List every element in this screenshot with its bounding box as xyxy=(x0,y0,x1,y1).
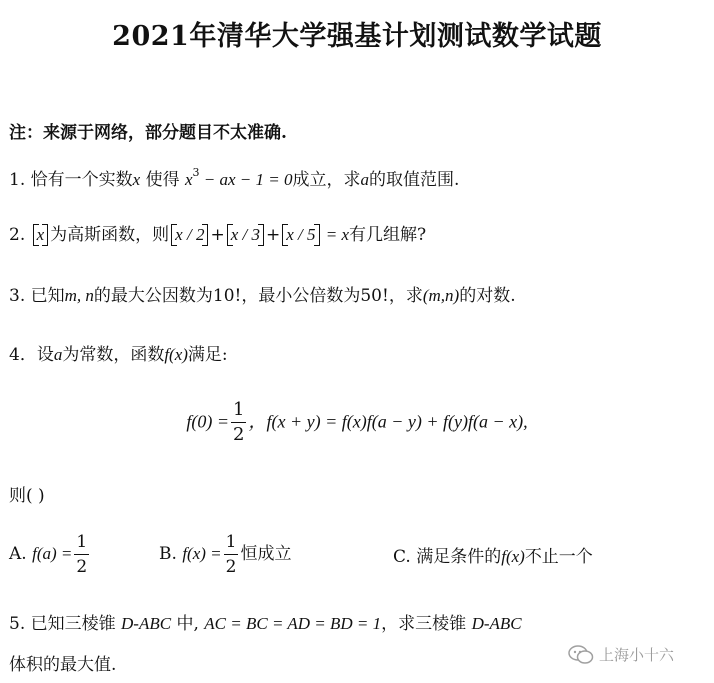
question-5-line-2: 体积的最大值. xyxy=(9,655,117,675)
gauss-bracket: x / 5 xyxy=(282,224,319,246)
gauss-bracket: x xyxy=(33,224,49,246)
watermark xyxy=(568,644,674,665)
question-4: 4．设a为常数，函数f(x)满足: xyxy=(9,345,228,365)
gauss-bracket: x / 3 xyxy=(227,224,264,246)
options-row xyxy=(9,530,593,579)
fraction-one-half: $\frac{1}{2}$ xyxy=(233,399,245,445)
gauss-bracket: x / 2 xyxy=(171,224,208,246)
fraction-one-half: $\frac{1}{2}$ xyxy=(225,532,237,577)
option-b: B. f(x) = $\frac{1}{2}$ 恒成立 xyxy=(159,532,292,577)
fraction-one-half: $\frac{1}{2}$ xyxy=(76,532,88,577)
question-5: 5. 已知三棱锥 D-ABC 中, AC = BC = AD = BD = 1，求三棱锥 D-ABC xyxy=(9,614,522,634)
option-a: A. f(a) = $\frac{1}{2}$ xyxy=(9,532,88,577)
watermark-text: 上海小十六 xyxy=(599,646,675,664)
question-3: 3. 已知m, n的最大公因数为10!，最小公倍数为50!，求(m,n)的对数. xyxy=(9,286,516,306)
option-c: C. 满足条件的f(x)不止一个 xyxy=(393,547,593,567)
question-2: 2. x 为高斯函数，则 x / 2 + x / 3 + x / 5 = x有几组解? xyxy=(9,225,427,245)
source-note: 注：来源于网络，部分题目不太准确. xyxy=(9,123,287,143)
functional-equation: f(0) = $\frac{1}{2}$ ，f(x + y) = f(x)f(a − y) + f(y)f(a − x), xyxy=(186,399,528,445)
question-1: 1. 恰有一个实数x 使得 $x^3$ − ax − 1 = 0成立，求a的取值范围. xyxy=(9,166,460,190)
page-title: 2021年清华大学强基计划测试数学试题 xyxy=(112,21,602,52)
wechat-icon xyxy=(568,645,594,665)
answer-blank: 则( ) xyxy=(9,486,45,506)
